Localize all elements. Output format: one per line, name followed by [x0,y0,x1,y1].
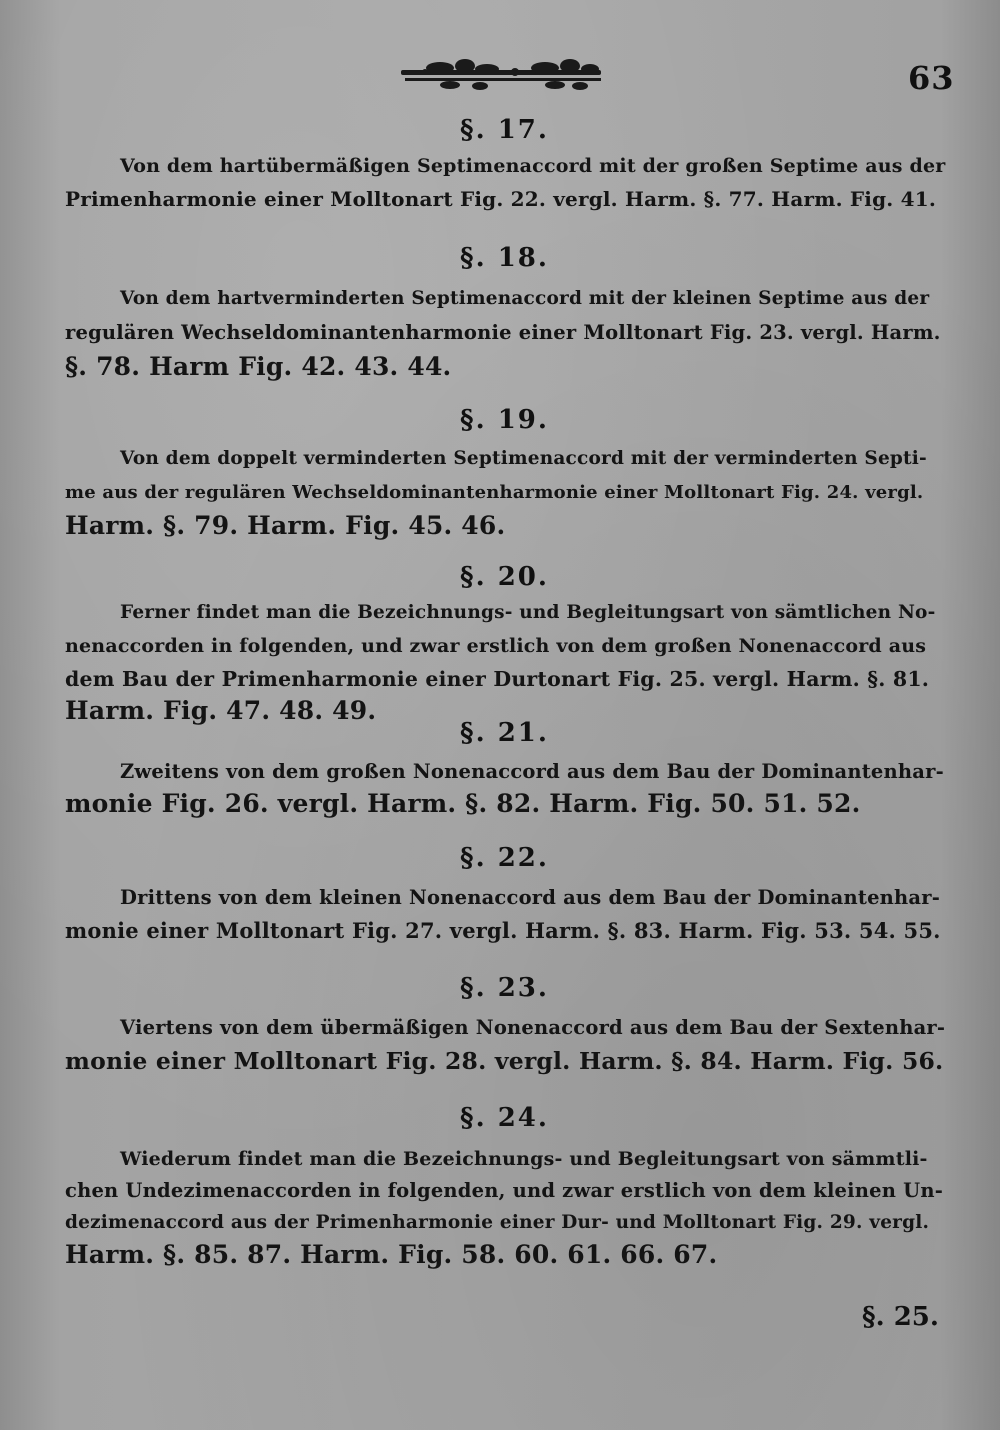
text-line: Wiederum findet man die Bezeichnungs- und Begleitungsart von sämmtli- [120,1148,928,1170]
section-heading: §. 22. [460,843,549,873]
text-line: Von dem hartverminderten Septimenaccord mit der kleinen Septime aus der [120,288,930,309]
section-heading: §. 24. [460,1103,549,1133]
text-line: Von dem hartübermäßigen Septimenaccord mit der großen Septime aus der [120,155,946,177]
text-line: §. 78. Harm Fig. 42. 43. 44. [65,352,452,381]
section-heading: §. 18. [460,243,549,273]
text-line: Harm. §. 85. 87. Harm. Fig. 58. 60. 61. 66. 67. [65,1240,718,1269]
text-line: Harm. §. 79. Harm. Fig. 45. 46. [65,511,506,540]
text-line: monie Fig. 26. vergl. Harm. §. 82. Harm. Fig. 50. 51. 52. [65,789,861,818]
text-line: nenaccorden in folgenden, und zwar erstlich von dem großen Nonenaccord aus [65,635,927,657]
text-line: Ferner findet man die Bezeichnungs- und Begleitungsart von sämtlichen No- [120,602,936,623]
section-heading: §. 20. [460,562,549,592]
text-line: dezimenaccord aus der Primenharmonie einer Dur- und Molltonart Fig. 29. vergl. [65,1212,930,1233]
text-line: monie einer Molltonart Fig. 27. vergl. Harm. §. 83. Harm. Fig. 53. 54. 55. [65,918,941,943]
text-line: regulären Wechseldominantenharmonie einer Molltonart Fig. 23. vergl. Harm. [65,321,941,344]
text-line: Viertens von dem übermäßigen Nonenaccord aus dem Bau der Sextenhar- [120,1016,946,1039]
text-line: monie einer Molltonart Fig. 28. vergl. Harm. §. 84. Harm. Fig. 56. [65,1047,944,1075]
decorative-vignette [395,56,610,94]
section-heading: §. 19. [460,405,549,435]
section-heading: §. 23. [460,973,549,1003]
text-line: chen Undezimenaccorden in folgenden, und zwar erstlich von dem kleinen Un- [65,1179,943,1202]
catchword: §. 25. [862,1302,939,1332]
section-heading: §. 21. [460,718,549,748]
text-line: Harm. Fig. 47. 48. 49. [65,696,377,725]
section-heading: §. 17. [460,115,549,145]
text-line: Von dem doppelt verminderten Septimenaccord mit der verminderten Septi- [120,448,927,469]
text-line: me aus der regulären Wechseldominantenharmonie einer Molltonart Fig. 24. vergl. [65,482,924,503]
page-number: 63 [908,59,955,97]
text-line: Drittens von dem kleinen Nonenaccord aus dem Bau der Dominantenhar- [120,886,941,909]
text-line: dem Bau der Primenharmonie einer Durtonart Fig. 25. vergl. Harm. §. 81. [65,667,930,691]
text-line: Zweitens von dem großen Nonenaccord aus dem Bau der Dominantenhar- [120,760,944,783]
text-line: Primenharmonie einer Molltonart Fig. 22. vergl. Harm. §. 77. Harm. Fig. 41. [65,187,937,211]
